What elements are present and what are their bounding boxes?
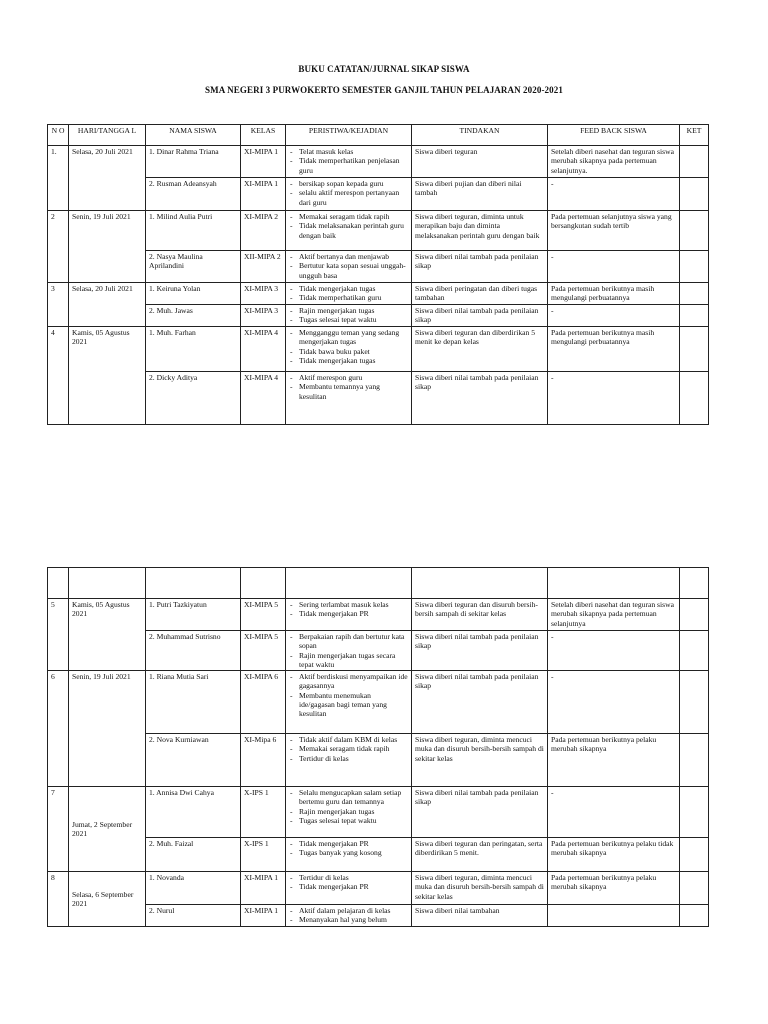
table-row: [48, 251, 709, 283]
feedback-cell: -: [548, 305, 680, 327]
class-cell: XI-Mipa 6: [241, 734, 286, 787]
class-cell: XI-MIPA 5: [241, 631, 286, 671]
action-cell: Siswa diberi peringatan dan diberi tugas tambahan: [412, 283, 548, 305]
action-cell: Siswa diberi teguran, diminta mencuci muka dan disuruh bersih-bersih sampah di sekitar kelas: [412, 734, 548, 787]
class-cell: XI-MIPA 2: [241, 211, 286, 251]
ket-cell: [680, 734, 709, 787]
student-name-cell: 2. Muh. Jawas: [146, 305, 241, 327]
incident-cell: [286, 305, 412, 327]
header-hari-tanggal: HARI/TANGGA L: [69, 125, 146, 146]
incident-item: - Menanyakan hal yang belum: [289, 915, 408, 924]
student-name-cell: 2. Dicky Aditya: [146, 372, 241, 425]
action-cell: Siswa diberi teguran dan diberdirikan 5 menit ke depan kelas: [412, 327, 548, 372]
incident-cell: [286, 178, 412, 211]
table-body-page-1: [48, 146, 709, 425]
incident-item: - Aktif berdiskusi menyampaikan ide gagasannya: [289, 672, 408, 691]
header-peristiwa: PERISTIWA/KEJADIAN: [286, 125, 412, 146]
incident-item: - Sering terlambat masuk kelas: [289, 600, 408, 609]
blank-header-row: [48, 568, 709, 599]
table-row: [48, 905, 709, 927]
incident-item: - Rajin mengerjakan tugas secara tepat waktu: [289, 651, 408, 670]
incident-list: [289, 873, 408, 892]
ket-cell: [680, 838, 709, 872]
action-cell: Siswa diberi nilai tambah pada penilaian sikap: [412, 251, 548, 283]
ket-cell: [680, 787, 709, 838]
incident-item: - Membantu temannya yang kesulitan: [289, 382, 408, 401]
incident-item: - Tertidur di kelas: [289, 754, 408, 763]
feedback-cell: Pada pertemuan berikutnya masih mengulangi perbuatannya: [548, 283, 680, 305]
incident-item: - Tugas banyak yang kosong: [289, 848, 408, 857]
incident-list: [289, 373, 408, 401]
table-row: [48, 734, 709, 787]
document-subtitle: SMA NEGERI 3 PURWOKERTO SEMESTER GANJIL TAHUN PELAJARAN 2020-2021: [205, 85, 563, 95]
feedback-cell: -: [548, 787, 680, 838]
feedback-cell: Pada pertemuan berikutnya pelaku merubah sikapnya: [548, 734, 680, 787]
student-name-cell: 1. Dinar Rahma Triana: [146, 146, 241, 178]
table-row: [48, 671, 709, 734]
blank-cell: [412, 568, 548, 599]
document-title: BUKU CATATAN/JURNAL SIKAP SISWA: [298, 64, 470, 74]
incident-list: [289, 906, 408, 925]
student-name-cell: 1. Riana Mutia Sari: [146, 671, 241, 734]
incident-item: - Rajin mengerjakan tugas: [289, 807, 408, 816]
date-cell: Selasa, 20 Juli 2021: [69, 283, 146, 327]
header-row: [48, 125, 709, 146]
blank-cell: [69, 568, 146, 599]
row-number-cell: 7: [48, 787, 69, 872]
table-row: [48, 211, 709, 251]
action-cell: Siswa diberi nilai tambahan: [412, 905, 548, 927]
incident-item: - Aktif merespon guru: [289, 373, 408, 382]
action-cell: Siswa diberi teguran: [412, 146, 548, 178]
date-cell: Jumat, 2 September 2021: [69, 787, 146, 872]
incident-item: - Tidak aktif dalam KBM di kelas: [289, 735, 408, 744]
incident-list: [289, 306, 408, 325]
incident-cell: [286, 905, 412, 927]
incident-item: - selalu aktif merespon pertanyaan dari guru: [289, 188, 408, 207]
ket-cell: [680, 671, 709, 734]
class-cell: XII-MIPA 2: [241, 251, 286, 283]
incident-item: - Tidak mengerjakan tugas: [289, 356, 408, 365]
incident-cell: [286, 631, 412, 671]
incident-item: - Tidak mengerjakan PR: [289, 882, 408, 891]
action-cell: Siswa diberi nilai tambah pada penilaian sikap: [412, 787, 548, 838]
blank-cell: [286, 568, 412, 599]
incident-item: - Aktif bertanya dan menjawab: [289, 252, 408, 261]
blank-cell: [548, 568, 680, 599]
feedback-cell: -: [548, 631, 680, 671]
feedback-cell: Setelah diberi nasehat dan teguran siswa merubah sikapnya pada pertemuan selanjutnya: [548, 599, 680, 631]
date-cell: Senin, 19 Juli 2021: [69, 211, 146, 283]
incident-item: - Tugas selesai tepat waktu: [289, 816, 408, 825]
class-cell: X-IPS 1: [241, 787, 286, 838]
row-number-cell: 2: [48, 211, 69, 283]
header-nama-siswa: NAMA SISWA: [146, 125, 241, 146]
action-cell: Siswa diberi pujian dan diberi nilai tambah: [412, 178, 548, 211]
ket-cell: [680, 178, 709, 211]
incident-item: - Selalu mengucapkan salam setiap bertemu guru dan temannya: [289, 788, 408, 807]
student-name-cell: 1. Annisa Dwi Cahya: [146, 787, 241, 838]
incident-cell: [286, 327, 412, 372]
table-row: [48, 305, 709, 327]
class-cell: XI-MIPA 1: [241, 905, 286, 927]
action-cell: Siswa diberi teguran, diminta untuk merapikan baju dan diminta melaksanakan perintah guru dengan baik: [412, 211, 548, 251]
attitude-journal-table-page-2: [47, 567, 709, 927]
row-number-cell: 8: [48, 872, 69, 927]
student-name-cell: 2. Nasya Maulina Aprilandini: [146, 251, 241, 283]
incident-cell: [286, 838, 412, 872]
incident-list: [289, 328, 408, 365]
header-no: N O: [48, 125, 69, 146]
incident-list: [289, 284, 408, 303]
feedback-cell: Pada pertemuan berikutnya masih mengulangi perbuatannya: [548, 327, 680, 372]
action-cell: Siswa diberi teguran dan peringatan, serta diberdirikan 5 menit.: [412, 838, 548, 872]
class-cell: XI-MIPA 4: [241, 327, 286, 372]
incident-item: - Membantu menemukan ide/gagasan bagi teman yang kesulitan: [289, 691, 408, 719]
incident-list: [289, 632, 408, 669]
incident-item: - Aktif dalam pelajaran di kelas: [289, 906, 408, 915]
action-cell: Siswa diberi teguran, diminta mencuci muka dan disuruh bersih-bersih sampah di sekitar kelas: [412, 872, 548, 905]
student-name-cell: 1. Milind Aulia Putri: [146, 211, 241, 251]
blank-cell: [146, 568, 241, 599]
incident-list: [289, 788, 408, 825]
date-cell: Selasa, 6 September 2021: [69, 872, 146, 927]
class-cell: XI-MIPA 5: [241, 599, 286, 631]
incident-item: - bersikap sopan kepada guru: [289, 179, 408, 188]
incident-item: - Memakai seragam tidak rapih: [289, 212, 408, 221]
feedback-cell: Pada pertemuan selanjutnya siswa yang bersangkutan sudah tertib: [548, 211, 680, 251]
incident-cell: [286, 372, 412, 425]
student-name-cell: 2. Muhammad Sutrisno: [146, 631, 241, 671]
feedback-cell: Pada pertemuan berikutnya pelaku tidak merubah sikapnya: [548, 838, 680, 872]
incident-item: - Tidak mengerjakan PR: [289, 839, 408, 848]
student-name-cell: 1. Muh. Farhan: [146, 327, 241, 372]
table-row: [48, 327, 709, 372]
blank-cell: [48, 568, 69, 599]
ket-cell: [680, 372, 709, 425]
student-name-cell: 2. Nova Kurniawan: [146, 734, 241, 787]
incident-item: - Tidak mengerjakan tugas: [289, 284, 408, 293]
row-number-cell: 1.: [48, 146, 69, 211]
table-row: [48, 146, 709, 178]
blank-cell: [241, 568, 286, 599]
incident-cell: [286, 787, 412, 838]
student-name-cell: 2. Muh. Faizal: [146, 838, 241, 872]
header-kelas: KELAS: [241, 125, 286, 146]
student-name-cell: 2. Nurul: [146, 905, 241, 927]
incident-cell: [286, 872, 412, 905]
incident-list: [289, 212, 408, 240]
student-name-cell: 1. Putri Tazkiyatun: [146, 599, 241, 631]
incident-item: - Tidak bawa buku paket: [289, 347, 408, 356]
incident-item: - Bertutur kata sopan sesuai unggah-ungguh basa: [289, 261, 408, 280]
row-number-cell: 3: [48, 283, 69, 327]
incident-cell: [286, 734, 412, 787]
ket-cell: [680, 599, 709, 631]
action-cell: Siswa diberi nilai tambah pada penilaian sikap: [412, 671, 548, 734]
ket-cell: [680, 327, 709, 372]
class-cell: XI-MIPA 1: [241, 178, 286, 211]
row-number-cell: 5: [48, 599, 69, 671]
class-cell: XI-MIPA 1: [241, 872, 286, 905]
header-ket: KET: [680, 125, 709, 146]
incident-cell: [286, 599, 412, 631]
class-cell: XI-MIPA 6: [241, 671, 286, 734]
table-row: [48, 872, 709, 905]
incident-list: [289, 839, 408, 858]
class-cell: XI-MIPA 3: [241, 283, 286, 305]
class-cell: XI-MIPA 4: [241, 372, 286, 425]
date-cell: Kamis, 05 Agustus 2021: [69, 599, 146, 671]
action-cell: Siswa diberi nilai tambah pada penilaian sikap: [412, 631, 548, 671]
incident-list: [289, 179, 408, 207]
feedback-cell: -: [548, 251, 680, 283]
table-row: [48, 838, 709, 872]
ket-cell: [680, 251, 709, 283]
table-row: [48, 283, 709, 305]
table-row: [48, 787, 709, 838]
incident-list: [289, 147, 408, 175]
incident-cell: [286, 211, 412, 251]
header-feedback: FEED BACK SISWA: [548, 125, 680, 146]
student-name-cell: 1. Keiruna Yolan: [146, 283, 241, 305]
ket-cell: [680, 905, 709, 927]
ket-cell: [680, 631, 709, 671]
student-name-cell: 1. Novanda: [146, 872, 241, 905]
incident-item: - Tugas selesai tepat waktu: [289, 315, 408, 324]
incident-list: [289, 672, 408, 718]
incident-cell: [286, 283, 412, 305]
date-cell: Senin, 19 Juli 2021: [69, 671, 146, 787]
incident-item: - Rajin mengerjakan tugas: [289, 306, 408, 315]
action-cell: Siswa diberi nilai tambah pada penilaian sikap: [412, 372, 548, 425]
date-cell: Kamis, 05 Agustus 2021: [69, 327, 146, 425]
feedback-cell: -: [548, 372, 680, 425]
incident-cell: [286, 146, 412, 178]
ket-cell: [680, 872, 709, 905]
incident-cell: [286, 251, 412, 283]
incident-item: - Tidak melaksanakan perintah guru dengan baik: [289, 221, 408, 240]
incident-item: - Berpakaian rapih dan bertutur kata sopan: [289, 632, 408, 651]
table-row: [48, 599, 709, 631]
feedback-cell: Setelah diberi nasehat dan teguran siswa merubah sikapnya pada pertemuan selanjutnya.: [548, 146, 680, 178]
ket-cell: [680, 283, 709, 305]
incident-list: [289, 600, 408, 619]
incident-item: - Tertidur di kelas: [289, 873, 408, 882]
incident-list: [289, 252, 408, 280]
ket-cell: [680, 305, 709, 327]
action-cell: Siswa diberi nilai tambah pada penilaian sikap: [412, 305, 548, 327]
incident-item: - Telat masuk kelas: [289, 147, 408, 156]
date-cell: Selasa, 20 Juli 2021: [69, 146, 146, 211]
incident-item: - Tidak memperhatikan guru: [289, 293, 408, 302]
attitude-journal-table-page-1: [47, 124, 709, 425]
incident-cell: [286, 671, 412, 734]
feedback-cell: Pada pertemuan berikutnya pelaku merubah sikapnya: [548, 872, 680, 905]
class-cell: XI-MIPA 1: [241, 146, 286, 178]
incident-list: [289, 735, 408, 763]
table-row: [48, 178, 709, 211]
incident-item: - Memakai seragam tidak rapih: [289, 744, 408, 753]
action-cell: Siswa diberi teguran dan disuruh bersih-bersih sampah di sekitar kelas: [412, 599, 548, 631]
table-body-page-2: [48, 568, 709, 927]
feedback-cell: [548, 905, 680, 927]
table-row: [48, 631, 709, 671]
feedback-cell: -: [548, 178, 680, 211]
incident-item: - Tidak mengerjakan PR: [289, 609, 408, 618]
class-cell: X-IPS 1: [241, 838, 286, 872]
class-cell: XI-MIPA 3: [241, 305, 286, 327]
blank-cell: [680, 568, 709, 599]
ket-cell: [680, 146, 709, 178]
incident-item: - Mengganggu teman yang sedang mengerjakan tugas: [289, 328, 408, 347]
header-tindakan: TINDAKAN: [412, 125, 548, 146]
feedback-cell: -: [548, 671, 680, 734]
row-number-cell: 6: [48, 671, 69, 787]
row-number-cell: 4: [48, 327, 69, 425]
ket-cell: [680, 211, 709, 251]
incident-item: - Tidak memperhatikan penjelasan guru: [289, 156, 408, 175]
table-row: [48, 372, 709, 425]
student-name-cell: 2. Rusman Adeansyah: [146, 178, 241, 211]
